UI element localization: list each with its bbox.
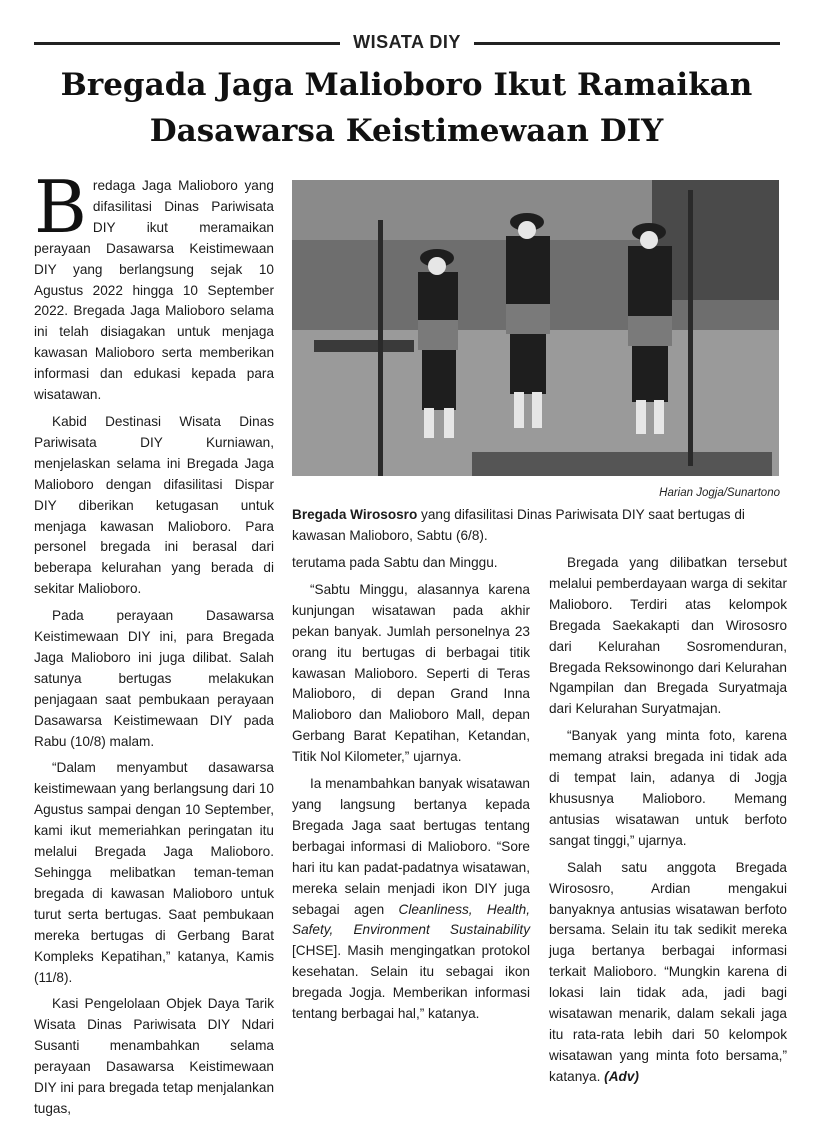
photo-caption [292, 505, 782, 547]
lead-paragraph [34, 165, 274, 406]
paragraph-8-text-a: Ia menambahkan banyak wisatawan yang langsung bertanya kepada Bregada Jaga saat bertugas tentang berbagai informasi di Malioboro. “Sore hari itu kan padat-padatnya wisatawan, mereka selain menjadi ikon DIY juga sebagai agen [292, 776, 530, 917]
photo-credit: Harian Jogja/Sunartono [659, 487, 780, 499]
paragraph-3: Pada perayaan Dasawarsa Keistimewaan DIY ini, para Bregada Jaga Malioboro ini juga dilibat. Salah satunya bertugas melakukan penjagaan saat pembukaan perayaan Dasawarsa Keistimewaan DIY pada Rabu (10/8) malam. [34, 608, 274, 749]
paragraph-6: terutama pada Sabtu dan Minggu. [292, 555, 498, 570]
paragraph-8 [292, 774, 530, 1025]
article-column-1 [34, 165, 274, 1126]
paragraph-10: “Banyak yang minta foto, karena memang atraksi bregada ini tidak ada di tempat lain, adanya di Jogja khususnya Malioboro. Memang antusias wisatawan untuk berfoto sangat tinggi,” ujarnya. [549, 728, 787, 848]
paragraph-1-text: redaga Jaga Malioboro yang difasilitasi Dinas Pariwisata DIY ikut meramaikan perayaan Dasawarsa Keistimewaan DIY yang berlangsung sejak 10 Agustus 2022 hingga 10 September 2022. Bregada Jaga Malioboro selama ini telah disiagakan untuk menjaga kawasan Malioboro serta memberikan informasi dan edukasi kepada para wisatawan. [34, 178, 274, 403]
headline-line-2: Dasawarsa Keistimewaan DIY [149, 113, 664, 149]
paragraph-5: Kasi Pengelolaan Objek Daya Tarik Wisata Dinas Pariwisata DIY Ndari Susanti menambahkan selama perayaan Dasawarsa Keistimewaan DIY ini para bregada tetap menjalankan tugas, [34, 996, 274, 1116]
section-rubric [34, 32, 780, 56]
headline-line-1: Bregada Jaga Malioboro Ikut Ramaikan [60, 67, 753, 103]
paragraph-7: “Sabtu Minggu, alasannya karena kunjungan wisatawan pada akhir pekan banyak. Jumlah personelnya 23 orang itu bertugas di berbagai titik kawasan Malioboro. Seperti di Teras Malioboro, di depan Grand Inna Malioboro dan Malioboro Mall, depan Gerbang Barat Kepatihan, Ketandan, Titik Nol Kilometer,” ujarnya. [292, 581, 530, 765]
adv-tag: (Adv) [604, 1068, 639, 1084]
paragraph-8-text-c: [CHSE]. Masih mengingatkan protokol kesehatan. Selain itu sebagai ikon bregada Jogja. Memberikan informasi tentang berbagai hal,” katanya. [292, 943, 530, 1022]
article-column-3 [549, 553, 787, 1094]
news-photo [292, 180, 779, 476]
paragraph-11 [549, 858, 787, 1088]
caption-bold: Bregada Wirososro [292, 507, 418, 522]
paragraph-8-chse-terms: Cleanliness, Health, Safety, Environment Sustainability [292, 901, 530, 938]
caption-text: yang difasilitasi Dinas Pariwisata DIY saat bertugas di kawasan Malioboro, Sabtu (6/8). [292, 507, 745, 543]
rubric-rule-right [474, 42, 780, 45]
rubric-label: WISATA DIY [353, 32, 461, 52]
photo-illustration [292, 180, 779, 476]
article-column-2 [292, 553, 530, 1031]
paragraph-9: Bregada yang dilibatkan tersebut melalui pemberdayaan warga di sekitar Malioboro. Terdiri atas kelompok Bregada Saekakapti dan Wirososro dari Kelurahan Sosromenduran, Bregada Reksowinongo dari Kelurahan Ngampilan dan Bregada Suryatmaja dari Kelurahan Suryatmajan. [549, 555, 787, 717]
paragraph-2: Kabid Destinasi Wisata Dinas Pariwisata DIY Kurniawan, menjelaskan selama ini Bregada Jaga Malioboro dengan difasilitasi Dispar DIY diberikan ketugasan untuk menjaga kawasan Malioboro. Para personel bregada ini berasal dari beberapa kelurahan yang berada di sekitar Malioboro. [34, 413, 274, 597]
paragraph-11-text: Salah satu anggota Bregada Wirososro, Ardian mengakui banyaknya antusias wisatawan berfoto bersama. Selain itu tak sedikit mereka juga bertanya berbagai informasi terkait Malioboro. “Mungkin karena di lokasi lain tidak ada, jadi bagi wisatawan menarik, dalam sekali jaga itu rata-rata lebih dari 50 kelompok wisatawan yang minta foto bersama,” katanya. [549, 859, 787, 1084]
drop-cap: B [34, 165, 87, 249]
paragraph-4: “Dalam menyambut dasawarsa keistimewaan yang berlangsung dari 10 Agustus sampai dengan 10 September, kami ikut memeriahkan peringatan itu melalui Bregada Jaga Malioboro. Sehingga melibatkan teman-teman bregada di kawasan Malioboro untuk turut serta bertugas. Saat pembukaan mereka bertugas di Gerbang Barat Kompleks Kepatihan,” katanya, Kamis (11/8). [34, 760, 274, 985]
rubric-rule-left [34, 42, 340, 45]
headline [20, 62, 793, 154]
